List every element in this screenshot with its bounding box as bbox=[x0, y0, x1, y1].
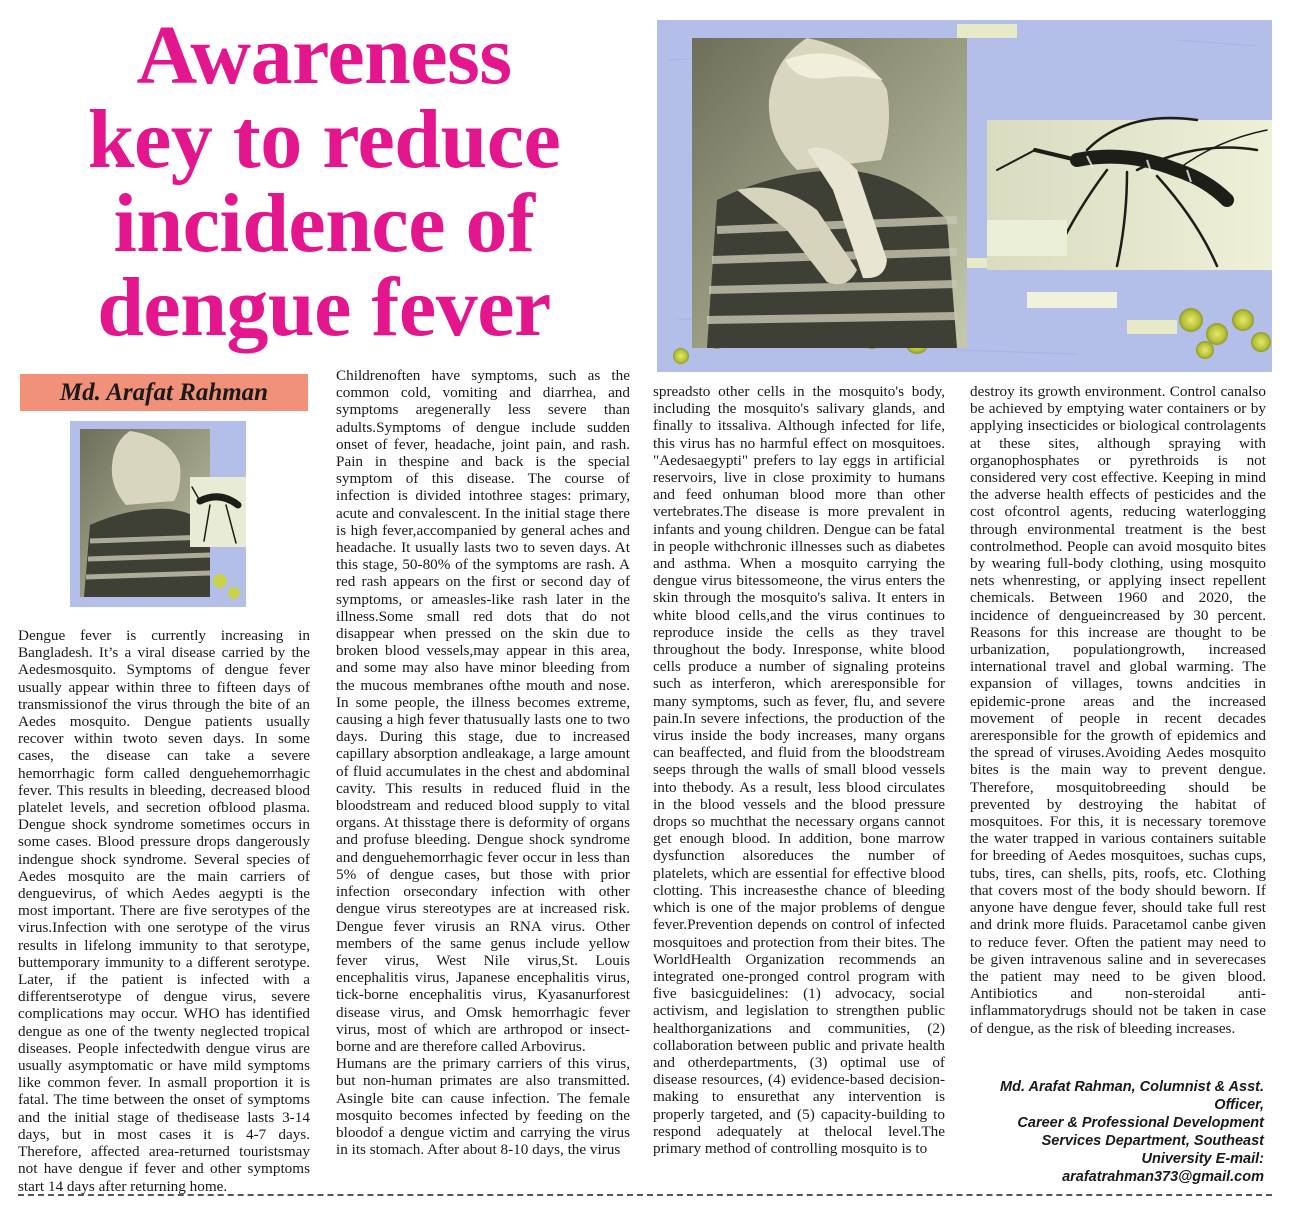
child-mosquito-thumbnail bbox=[70, 421, 246, 607]
paragraph: Humans are the primary carriers of this virus, but non-human primates are also transmitted. Asingle bite can cause infection. The female mosquito becomes infected by feeding on the bloodof a dengue victim and carrying the virus in its stomach. After about 8-10 days, the virus bbox=[336, 1055, 630, 1159]
author-email: arafatrahman373@gmail.com bbox=[1062, 1169, 1264, 1185]
paragraph: spreadsto other cells in the mosquito's body, including the mosquito's salivary glands, and finally to itssaliva. Although infected for life, this virus has no harmful effect on mosquitoes. "Aedesaegypti" prefers to lay eggs in artificial reservoirs, live in close proximity to humans and feed onhuman blood more than other vertebrates.The disease is more prevalent in infants and young children. Dengue can be fatal in people withchronic illnesses such as diabetes and asthma. When a mosquito carrying the dengue virus bitessomeone, the virus enters the skin through the mosquito's saliva. It enters in white blood cells,and the virus continues to reproduce inside the cells as they travel throughout the body. Inresponse, white blood cells produce a number of signaling proteins such as interferon, which areresponsible for many symptoms, such as fever, flu, and severe pain.In severe infections, the production of the virus inside the body increases, many organs can beaffected, and fluid from the bloodstream seeps through the walls of small blood vessels into thebody. As a result, less blood circulates in the blood vessels and the blood pressure drops so muchthat the necessary organs cannot get enough blood. In addition, bone marrow dysfunction alsoreduces the number of platelets, which are essential for effective blood clotting. This increasesthe chance of bleeding which is one of the major problems of dengue fever.Prevention depends on control of infected mosquitoes and protection from their bites. The WorldHealth Organization recommends an integrated one-pronged control program with five basicguidelines: (1) advocacy, social activism, and legislation to strengthen public healthorganizations and communities, (2) collaboration between public and private health and otherdepartments, (3) optimal use of disease resources, (4) evidence-based decision-making to ensurethat any intervention is properly targeted, and (5) capacity-building to respond adequately at thelocal level.The primary method of controlling mosquito is to bbox=[653, 383, 945, 1157]
paragraph: Dengue fever is currently increasing in Bangladesh. It’s a viral disease carried by the Aedesmosquito. Symptoms of dengue fever usually appear within three to fifteen days of transmissionof the virus through the bite of an Aedes mosquito. Dengue patients usually recover within twoto seven days. In some cases, the disease can take a severe hemorrhagic form called denguehemorrhagic fever. This results in bleeding, decreased blood platelet levels, and secretion ofblood plasma. Dengue shock syndrome sometimes occurs in some cases. Blood pressure drops dangerously indengue shock syndrome. Several species of Aedes mosquito are the main carriers of denguevirus, of which Aedes aegypti is the most important. There are five serotypes of the virus.Infection with one serotype of the virus results in lifelong immunity to that serotype, buttemporary immunity to a different serotype. Later, if the patient is infected with a differentserotype of dengue virus, severe complications may occur. WHO has identified dengue as one of the twenty neglected tropical diseases. People infectedwith dengue virus are usually asymptomatic or have mild symptoms like common fever. In asmall proportion it is fatal. The time between the onset of symptoms and the initial stage of thedisease lasts 3-14 days, but in most cases it is 4-7 days. Therefore, affected area-returned touristsmay not have dengue if fever and other symptoms start 14 days after returning home. bbox=[18, 627, 310, 1195]
bottom-divider bbox=[18, 1194, 1272, 1196]
article-column-3 bbox=[653, 383, 945, 1157]
headline bbox=[14, 9, 634, 354]
signature-line: Services Department, Southeast bbox=[1041, 1133, 1264, 1149]
signature-line: Career & Professional Development bbox=[1017, 1115, 1264, 1131]
child-mosquito-artwork bbox=[657, 20, 1272, 372]
author-byline: Md. Arafat Rahman bbox=[20, 374, 308, 411]
article-column-2 bbox=[336, 367, 630, 1158]
author-signature bbox=[962, 1078, 1264, 1186]
signature-line: University E-mail: bbox=[1141, 1151, 1264, 1167]
paragraph: destroy its growth environment. Control canalso be achieved by emptying water containers or by applying insecticides or biological controlagents at these sites, although spraying with organophosphates or pyrethroids is not considered very cost effective. Keeping in mind the adverse health effects of pesticides and the cost ofcontrol agents, reducing waterlogging through environmental treatment is the best controlmethod. People can avoid mosquito bites by wearing full-body clothing, using mosquito nets whenresting, or applying insect repellent chemicals. Between 1960 and 2020, the incidence of dengueincreased by 30 percent. Reasons for this increase are thought to be urbanization, populationgrowth, increased international travel and global warming. The expansion of villages, towns andcities in epidemic-prone areas and the increased movement of people in recent decades areresponsible for the growth of epidemics and the spread of viruses.Avoiding Aedes mosquito bites is the main way to prevent dengue. Therefore, mosquitobreeding should be prevented by destroying the habitat of mosquitoes. For this, it is necessary toremove the water trapped in various containers suitable for breeding of Aedes mosquitoes, suchas cups, tubs, tires, can shells, pits, roofs, etc. Clothing that covers most of the body should beworn. If anyone have dengue fever, should take full rest and drink more fluids. Paracetamol canbe given to reduce fever. Often the patient may need to be given intravenous saline and in severecases the patient may need to be given blood. Antibiotics and non-steroidal anti-inflammatorydrugs should not be taken in case of dengue, as the risk of bleeding increases. bbox=[970, 383, 1266, 1037]
paragraph: Childrenoften have symptoms, such as the common cold, vomiting and diarrhea, and symptoms aregenerally less severe than adults.Symptoms of dengue include sudden onset of fever, headache, joint pain, and rash. Pain in thespine and back is the special symptom of this disease. The course of infection is divided intothree stages: primary, acute and convalescent. In the initial stage there is high fever,accompanied by general aches and headache. It usually lasts two to seven days. At this stage, 50-80% of the symptoms are rash. A red rash appears on the first or second day of symptoms, or ameasles-like rash later in the illness.Some small red dots that do not disappear when pressed on the skin due to broken blood vessels,may appear in this area, and some may also have minor bleeding from the mucous membranes ofthe mouth and nose. In some people, the illness becomes extreme, causing a high fever thatusually lasts one to two days. During this stage, due to increased capillary absorption andleakage, a large amount of fluid accumulates in the chest and abdominal cavity. This results in reduced fluid in the bloodstream and reduced blood supply to vital organs. At thisstage there is deformity of organs and profuse bleeding. Dengue shock syndrome and denguehemorrhagic fever occur in less than 5% of dengue cases, but those with prior infection orsecondary infection with other dengue virus stereotypes are at increased risk. Dengue fever virusis an RNA virus. Other members of the same genus include yellow fever virus, West Nile virus,St. Louis encephalitis virus, Japanese encephalitis virus, tick-borne encephalitis virus, Kyasanurforest disease virus, and Omsk hemorrhagic fever virus, most of which are arthropod or insect-borne and are therefore called Arbovirus. bbox=[336, 367, 630, 1055]
signature-line: Officer, bbox=[1214, 1097, 1264, 1113]
main-illustration bbox=[657, 20, 1272, 372]
headline-line: Awareness bbox=[136, 9, 512, 102]
signature-line: Md. Arafat Rahman, Columnist & Asst. bbox=[1000, 1079, 1264, 1095]
thumbnail-illustration bbox=[70, 421, 246, 607]
article-column-4 bbox=[970, 383, 1266, 1037]
headline-line: incidence of bbox=[113, 177, 535, 270]
headline-line: dengue fever bbox=[97, 261, 551, 354]
headline-line: key to reduce bbox=[87, 93, 561, 186]
article-column-1 bbox=[18, 627, 310, 1195]
